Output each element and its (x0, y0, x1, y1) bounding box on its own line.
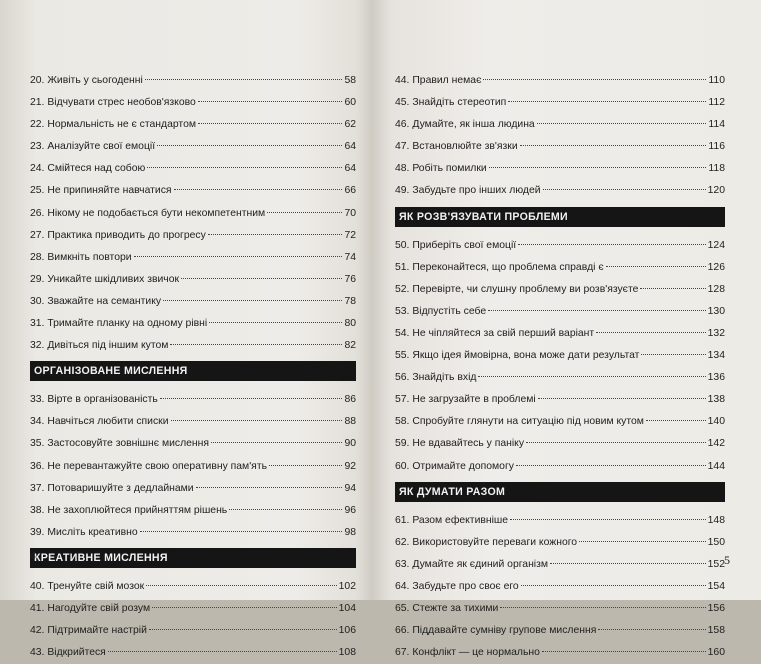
toc-entry-page: 160 (707, 647, 725, 659)
section-header-thinking-together: ЯК ДУМАТИ РАЗОМ (395, 482, 725, 502)
toc-entry-page: 112 (708, 97, 725, 109)
section-header-organized-thinking: ОРГАНІЗОВАНЕ МИСЛЕННЯ (30, 361, 356, 381)
toc-entry-title: 21. Відчувати стрес необов'язково (30, 97, 196, 109)
toc-entry-title: 64. Забудьте про своє его (395, 580, 519, 592)
toc-entry-title: 54. Не чіпляйтеся за свій перший варіант (395, 327, 595, 339)
toc-entry-title: 55. Якщо ідея ймовірна, вона може дати результат (395, 350, 640, 362)
toc-entry (395, 554, 725, 576)
toc-entry-page: 136 (707, 372, 725, 384)
toc-entry-page: 104 (338, 602, 356, 614)
toc-entry-page: 88 (344, 416, 356, 428)
toc-entry-page: 92 (344, 460, 356, 472)
toc-entry-title: 66. Піддавайте сумніву групове мислення (395, 625, 597, 637)
toc-entry-title: 53. Відпустіть себе (395, 305, 487, 317)
dot-leader (542, 651, 706, 652)
dot-leader (152, 607, 337, 608)
right-page (372, 0, 761, 659)
toc-entry-title: 24. Смійтеся над собою (30, 163, 146, 175)
toc-entry-title: 30. Зважайте на семантику (30, 295, 162, 307)
dot-leader (520, 145, 707, 146)
toc-entry-page: 148 (707, 514, 725, 526)
toc-entry-page: 130 (707, 305, 725, 317)
dot-leader (149, 629, 337, 630)
toc-entry-title: 46. Думайте, як інша людина (395, 119, 535, 131)
toc-entry-title: 41. Нагодуйте свій розум (30, 602, 151, 614)
dot-leader (163, 300, 342, 301)
toc-group (395, 510, 725, 664)
toc-entry (30, 225, 356, 247)
dot-leader (598, 629, 705, 630)
toc-entry-page: 140 (707, 416, 725, 428)
dot-leader (489, 167, 707, 168)
dot-leader (641, 354, 705, 355)
toc-entry-title: 34. Навчіться любити списки (30, 416, 169, 428)
toc-entry-title: 49. Забудьте про інших людей (395, 185, 541, 197)
toc-entry-page: 118 (708, 163, 725, 175)
toc-entry-title: 63. Думайте як єдиний організм (395, 558, 549, 570)
toc-entry (395, 576, 725, 598)
toc-entry-title: 58. Спробуйте глянути на ситуацію під новим кутом (395, 416, 644, 428)
toc-entry (30, 291, 356, 313)
left-toc (30, 70, 356, 664)
toc-entry (395, 411, 725, 433)
toc-entry (30, 433, 356, 455)
toc-entry-title: 37. Потоваришуйте з дедлайнами (30, 482, 194, 494)
dot-leader (269, 465, 342, 466)
dot-leader (160, 398, 343, 399)
toc-entry-title: 32. Дивіться під іншим кутом (30, 340, 169, 352)
toc-entry-title: 35. Застосовуйте зовнішнє мислення (30, 438, 210, 450)
toc-entry (395, 456, 725, 478)
toc-entry-title: 28. Вимкніть повтори (30, 251, 132, 263)
dot-leader (538, 398, 706, 399)
toc-entry (30, 642, 356, 664)
toc-entry-title: 60. Отримайте допомогу (395, 460, 514, 472)
dot-leader (170, 344, 342, 345)
toc-entry (395, 345, 725, 367)
dot-leader (526, 442, 706, 443)
dot-leader (640, 288, 705, 289)
toc-entry-page: 82 (344, 340, 356, 352)
toc-entry-title: 29. Уникайте шкідливих звичок (30, 273, 180, 285)
toc-entry (30, 92, 356, 114)
dot-leader (508, 101, 706, 102)
toc-entry-page: 102 (338, 580, 356, 592)
dot-leader (209, 322, 342, 323)
toc-entry-title: 56. Знайдіть вхід (395, 372, 477, 384)
toc-entry (30, 620, 356, 642)
dot-leader (145, 79, 343, 80)
toc-entry (395, 114, 725, 136)
toc-entry-title: 26. Нікому не подобається бути некомпетентним (30, 207, 266, 219)
toc-entry-page: 108 (338, 647, 356, 659)
toc-entry-title: 40. Тренуйте свій мозок (30, 580, 145, 592)
dot-leader (146, 585, 336, 586)
toc-entry-page: 66 (344, 185, 356, 197)
toc-entry-page: 86 (344, 394, 356, 406)
toc-entry-title: 42. Підтримайте настрій (30, 625, 147, 637)
toc-entry-page: 138 (707, 394, 725, 406)
toc-entry-title: 65. Стежте за тихими (395, 602, 499, 614)
dot-leader (537, 123, 707, 124)
toc-entry-page: 94 (344, 482, 356, 494)
toc-entry-title: 36. Не перевантажуйте свою оперативну пам'ять (30, 460, 267, 472)
toc-entry (395, 257, 725, 279)
toc-entry-page: 110 (708, 75, 725, 86)
toc-entry-title: 23. Аналізуйте свої емоції (30, 141, 156, 153)
dot-leader (211, 442, 342, 443)
toc-entry-title: 44. Правил немає (395, 75, 482, 86)
toc-entry-page: 150 (707, 536, 725, 548)
toc-entry (395, 279, 725, 301)
toc-entry (395, 642, 725, 664)
dot-leader (550, 563, 706, 564)
toc-group (30, 389, 356, 544)
toc-entry-title: 27. Практика приводить до прогресу (30, 229, 206, 241)
dot-leader (516, 465, 706, 466)
dot-leader (198, 123, 342, 124)
toc-entry (395, 367, 725, 389)
toc-entry (395, 136, 725, 158)
toc-entry (30, 500, 356, 522)
toc-entry (30, 158, 356, 180)
toc-entry (395, 301, 725, 323)
left-page (0, 0, 372, 659)
toc-entry-page: 58 (344, 75, 356, 86)
toc-entry (30, 313, 356, 335)
toc-entry-page: 134 (707, 350, 725, 362)
dot-leader (157, 145, 342, 146)
dot-leader (596, 332, 705, 333)
toc-group (395, 235, 725, 478)
dot-leader (134, 256, 343, 257)
dot-leader (196, 487, 343, 488)
toc-entry (395, 510, 725, 532)
toc-entry-page: 124 (707, 239, 725, 251)
toc-entry (395, 158, 725, 180)
right-toc (395, 70, 725, 664)
dot-leader (521, 585, 706, 586)
dot-leader (198, 101, 343, 102)
toc-entry-page: 120 (707, 185, 725, 197)
toc-entry-title: 61. Разом ефективніше (395, 514, 509, 526)
toc-entry-title: 47. Встановлюйте зв'язки (395, 141, 518, 153)
page-number: 4 (30, 548, 36, 562)
dot-leader (108, 651, 337, 652)
dot-leader (579, 541, 706, 542)
toc-entry-page: 156 (707, 602, 725, 614)
toc-entry (30, 269, 356, 291)
toc-group (30, 576, 356, 664)
toc-entry (30, 203, 356, 225)
toc-entry-title: 38. Не захоплюйтеся прийняттям рішень (30, 504, 228, 516)
toc-entry (30, 598, 356, 620)
toc-entry-title: 31. Тримайте планку на одному рівні (30, 318, 208, 330)
toc-entry (30, 114, 356, 136)
toc-entry-title: 39. Мисліть креативно (30, 526, 138, 538)
toc-entry-page: 70 (344, 207, 356, 219)
dot-leader (147, 167, 342, 168)
toc-entry-page: 98 (344, 526, 356, 538)
toc-entry (30, 335, 356, 357)
toc-entry-page: 78 (344, 295, 356, 307)
toc-entry (30, 247, 356, 269)
toc-entry-page: 64 (344, 141, 356, 153)
dot-leader (646, 420, 706, 421)
dot-leader (181, 278, 342, 279)
toc-entry (30, 576, 356, 598)
toc-entry-page: 132 (707, 327, 725, 339)
toc-entry-page: 76 (344, 273, 356, 285)
section-header-problem-solving: ЯК РОЗВ'ЯЗУВАТИ ПРОБЛЕМИ (395, 207, 725, 227)
toc-entry-page: 116 (708, 141, 725, 153)
toc-entry-page: 106 (338, 625, 356, 637)
dot-leader (518, 244, 706, 245)
toc-entry-title: 25. Не припиняйте навчатися (30, 185, 172, 197)
toc-entry (30, 180, 356, 202)
dot-leader (208, 234, 343, 235)
toc-entry-page: 142 (707, 438, 725, 450)
toc-entry-page: 60 (344, 97, 356, 109)
dot-leader (171, 420, 343, 421)
toc-entry-page: 128 (707, 283, 725, 295)
toc-entry-title: 22. Нормальність не є стандартом (30, 119, 196, 131)
toc-entry-title: 67. Конфлікт — це нормально (395, 647, 540, 659)
dot-leader (267, 212, 342, 213)
dot-leader (510, 519, 706, 520)
toc-entry (395, 389, 725, 411)
toc-entry-title: 62. Використовуйте переваги кожного (395, 536, 578, 548)
toc-entry (30, 136, 356, 158)
toc-entry-title: 59. Не вдавайтесь у паніку (395, 438, 525, 450)
toc-entry-title: 52. Перевірте, чи слушну проблему ви розв'язуєте (395, 283, 639, 295)
toc-group (30, 70, 356, 357)
dot-leader (174, 189, 343, 190)
toc-entry (30, 70, 356, 92)
toc-entry (30, 478, 356, 500)
toc-entry-page: 126 (707, 261, 725, 273)
toc-entry-title: 33. Вірте в організованість (30, 394, 158, 406)
toc-entry-page: 62 (344, 119, 356, 131)
toc-entry-title: 51. Переконайтеся, що проблема справді є (395, 261, 604, 273)
dot-leader (483, 79, 706, 80)
toc-entry (395, 235, 725, 257)
toc-entry-page: 96 (344, 504, 356, 516)
dot-leader (478, 376, 705, 377)
toc-entry (395, 92, 725, 114)
toc-entry-title: 48. Робіть помилки (395, 163, 487, 175)
toc-entry (30, 522, 356, 544)
toc-entry (30, 456, 356, 478)
toc-entry-page: 144 (707, 460, 725, 472)
toc-entry-title: 20. Живіть у сьогоденні (30, 75, 143, 86)
toc-group (395, 70, 725, 203)
dot-leader (229, 509, 342, 510)
toc-entry-page: 64 (344, 163, 356, 175)
toc-entry-page: 74 (344, 251, 356, 263)
dot-leader (140, 531, 343, 532)
toc-entry (395, 532, 725, 554)
toc-entry (30, 389, 356, 411)
toc-entry-title: 45. Знайдіть стереотип (395, 97, 507, 109)
toc-entry-page: 158 (707, 625, 725, 637)
toc-entry-title: 43. Відкрийтеся (30, 647, 106, 659)
toc-entry (30, 411, 356, 433)
toc-entry (395, 433, 725, 455)
toc-entry (395, 620, 725, 642)
dot-leader (488, 310, 706, 311)
toc-entry (395, 598, 725, 620)
dot-leader (500, 607, 705, 608)
toc-entry (395, 70, 725, 92)
dot-leader (606, 266, 706, 267)
toc-entry (395, 180, 725, 202)
toc-entry (395, 323, 725, 345)
toc-entry-title: 50. Приберіть свої емоції (395, 239, 517, 251)
section-header-creative-thinking: КРЕАТИВНЕ МИСЛЕННЯ (30, 548, 356, 568)
toc-entry-title: 57. Не загрузайте в проблемі (395, 394, 536, 406)
dot-leader (543, 189, 706, 190)
toc-entry-page: 152 (707, 558, 725, 570)
toc-entry-page: 90 (344, 438, 356, 450)
toc-entry-page: 72 (344, 229, 356, 241)
page-number: 5 (724, 553, 730, 567)
toc-entry-page: 114 (708, 119, 725, 131)
toc-entry-page: 80 (344, 318, 356, 330)
toc-entry-page: 154 (707, 580, 725, 592)
